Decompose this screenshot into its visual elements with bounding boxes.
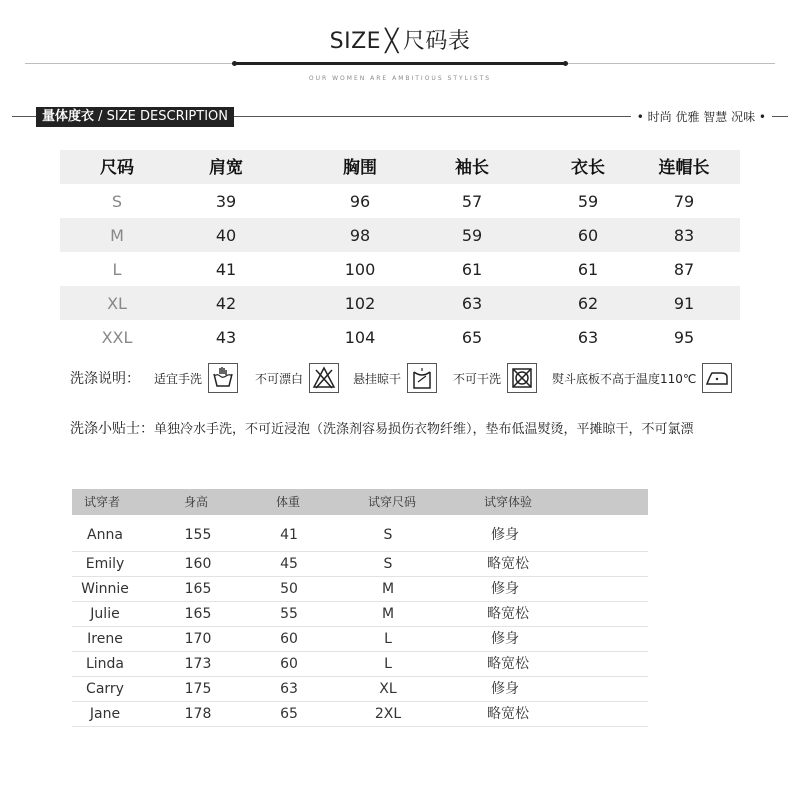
table-cell: Julie bbox=[90, 606, 120, 622]
header-subtitle: OUR WOMEN ARE AMBITIOUS STYLISTS bbox=[308, 75, 492, 82]
wash-item bbox=[255, 362, 339, 394]
wash-tips bbox=[70, 418, 694, 438]
size-cell: XL bbox=[107, 294, 127, 313]
size-cell: 104 bbox=[344, 328, 376, 347]
table-cell: 41 bbox=[280, 527, 298, 543]
table-cell: 修身 bbox=[491, 581, 519, 597]
size-row bbox=[60, 218, 740, 252]
size-cell: XXL bbox=[101, 328, 133, 347]
table-cell: Winnie bbox=[81, 581, 129, 597]
table-cell: Emily bbox=[85, 556, 125, 572]
wash-item bbox=[353, 362, 437, 394]
table-row bbox=[72, 602, 648, 627]
section-label-sep: / bbox=[94, 109, 107, 124]
table-cell: 175 bbox=[184, 681, 212, 697]
size-cell: 63 bbox=[577, 328, 599, 347]
wash-label: 适宜手洗 bbox=[154, 371, 203, 386]
hang-dry-icon bbox=[407, 363, 437, 393]
table-cell: S bbox=[383, 527, 393, 543]
table-row bbox=[72, 652, 648, 677]
size-cell: 42 bbox=[215, 294, 237, 313]
table-row bbox=[72, 515, 648, 552]
size-cell: 83 bbox=[673, 226, 695, 245]
size-cell: 100 bbox=[344, 260, 376, 279]
size-cell: 63 bbox=[461, 294, 483, 313]
size-cell: 59 bbox=[577, 192, 599, 211]
size-cell: 39 bbox=[215, 192, 237, 211]
size-row bbox=[60, 252, 740, 286]
size-cell: 102 bbox=[344, 294, 376, 313]
table-cell: 63 bbox=[280, 681, 298, 697]
table-cell: Anna bbox=[87, 527, 123, 543]
wash-tips-text: 单独冷水手洗，不可近浸泡（洗涤剂容易损伤衣物纤维），垫布低温熨烫，平摊晾干，不可氯漂 bbox=[154, 422, 694, 437]
header-cell: 连帽长 bbox=[658, 158, 710, 178]
size-cell: M bbox=[110, 226, 124, 245]
iron-icon bbox=[702, 363, 732, 393]
table-cell: L bbox=[384, 631, 392, 647]
size-cell: 43 bbox=[215, 328, 237, 347]
size-row bbox=[60, 286, 740, 320]
table-cell: 170 bbox=[184, 631, 212, 647]
wash-item bbox=[453, 362, 537, 394]
header-cell: 试穿体验 bbox=[484, 495, 533, 509]
table-cell: Carry bbox=[86, 681, 124, 697]
table-row bbox=[72, 627, 648, 652]
size-cell: 59 bbox=[461, 226, 483, 245]
header-rule-accent bbox=[235, 62, 565, 65]
size-row bbox=[60, 320, 740, 354]
size-cell: 98 bbox=[349, 226, 371, 245]
header-cell: 试穿尺码 bbox=[368, 495, 417, 509]
size-cell: 57 bbox=[461, 192, 483, 211]
table-cell: 165 bbox=[184, 581, 212, 597]
header-cell: 试穿者 bbox=[84, 495, 121, 509]
table-cell: 65 bbox=[280, 706, 298, 722]
header-cell: 尺码 bbox=[100, 158, 134, 178]
header-cell: 身高 bbox=[184, 495, 209, 509]
wash-item bbox=[154, 362, 238, 394]
table-cell: M bbox=[381, 581, 395, 597]
wash-label: 不可漂白 bbox=[255, 371, 304, 386]
table-cell: 修身 bbox=[491, 681, 519, 697]
size-cell: 96 bbox=[349, 192, 371, 211]
table-row bbox=[72, 552, 648, 577]
size-cell: S bbox=[111, 192, 123, 211]
table-cell: L bbox=[384, 656, 392, 672]
title-separator: ╳ bbox=[385, 29, 399, 54]
table-cell: 55 bbox=[280, 606, 298, 622]
table-cell: 45 bbox=[280, 556, 298, 572]
header-cell: 袖长 bbox=[455, 158, 489, 178]
title-en: SIZE bbox=[329, 29, 382, 54]
try-on-table-header bbox=[72, 489, 648, 515]
table-cell: Linda bbox=[85, 656, 125, 672]
table-cell: 178 bbox=[184, 706, 212, 722]
table-row bbox=[72, 577, 648, 602]
wash-item bbox=[552, 362, 732, 394]
size-cell: 79 bbox=[673, 192, 695, 211]
wash-label: 悬挂晾干 bbox=[353, 371, 402, 386]
table-cell: 60 bbox=[280, 656, 298, 672]
no-bleach-icon bbox=[309, 363, 339, 393]
header-cell: 体重 bbox=[276, 495, 301, 509]
table-cell: 修身 bbox=[491, 631, 519, 647]
size-cell: 60 bbox=[577, 226, 599, 245]
table-cell: 修身 bbox=[491, 527, 519, 543]
header-cell: 衣长 bbox=[571, 158, 605, 178]
size-cell: 41 bbox=[215, 260, 237, 279]
size-table-header bbox=[60, 150, 740, 184]
header-cell: 胸围 bbox=[343, 158, 377, 178]
header-cell: 肩宽 bbox=[209, 158, 243, 178]
hand-wash-icon bbox=[208, 363, 238, 393]
section-label-en: SIZE DESCRIPTION bbox=[106, 109, 229, 124]
table-cell: S bbox=[383, 556, 393, 572]
table-cell: M bbox=[381, 606, 395, 622]
wash-label: 不可干洗 bbox=[453, 371, 502, 386]
section-label bbox=[36, 107, 234, 127]
table-cell: Jane bbox=[89, 706, 121, 722]
table-cell: 略宽松 bbox=[487, 606, 529, 622]
size-cell: 87 bbox=[673, 260, 695, 279]
table-cell: 160 bbox=[184, 556, 212, 572]
table-cell: 略宽松 bbox=[487, 556, 529, 572]
section-tagline: • 时尚 优雅 智慧 况味 • bbox=[631, 107, 772, 127]
table-cell: 155 bbox=[184, 527, 212, 543]
table-cell: 略宽松 bbox=[487, 706, 529, 722]
wash-tips-label: 洗涤小贴士： bbox=[70, 421, 154, 437]
wash-title-item bbox=[70, 362, 140, 394]
table-cell: Irene bbox=[87, 631, 123, 647]
no-dry-clean-icon bbox=[507, 363, 537, 393]
table-row bbox=[72, 677, 648, 702]
section-label-cn: 量体度衣 bbox=[42, 109, 95, 124]
table-cell: 173 bbox=[184, 656, 212, 672]
table-cell: 2XL bbox=[374, 706, 402, 722]
table-cell: 略宽松 bbox=[487, 656, 529, 672]
size-cell: 62 bbox=[577, 294, 599, 313]
wash-title: 洗涤说明： bbox=[70, 371, 140, 387]
wash-label: 熨斗底板不高于温度110℃ bbox=[552, 371, 697, 386]
table-cell: 60 bbox=[280, 631, 298, 647]
wash-instructions bbox=[70, 362, 750, 394]
table-cell: 165 bbox=[184, 606, 212, 622]
table-cell: XL bbox=[379, 681, 397, 697]
size-cell: 40 bbox=[215, 226, 237, 245]
size-cell: 61 bbox=[461, 260, 483, 279]
size-cell: 65 bbox=[461, 328, 483, 347]
size-cell: 91 bbox=[673, 294, 695, 313]
table-row bbox=[72, 702, 648, 727]
header-rule-dot-left bbox=[232, 61, 237, 66]
page-title bbox=[0, 24, 800, 55]
header-rule-dot-right bbox=[563, 61, 568, 66]
size-cell: L bbox=[112, 260, 122, 279]
title-cn: 尺码表 bbox=[402, 29, 471, 54]
size-table bbox=[60, 150, 740, 354]
size-cell: 95 bbox=[673, 328, 695, 347]
table-cell: 50 bbox=[280, 581, 298, 597]
try-on-table bbox=[72, 489, 648, 727]
size-row bbox=[60, 184, 740, 218]
size-cell: 61 bbox=[577, 260, 599, 279]
